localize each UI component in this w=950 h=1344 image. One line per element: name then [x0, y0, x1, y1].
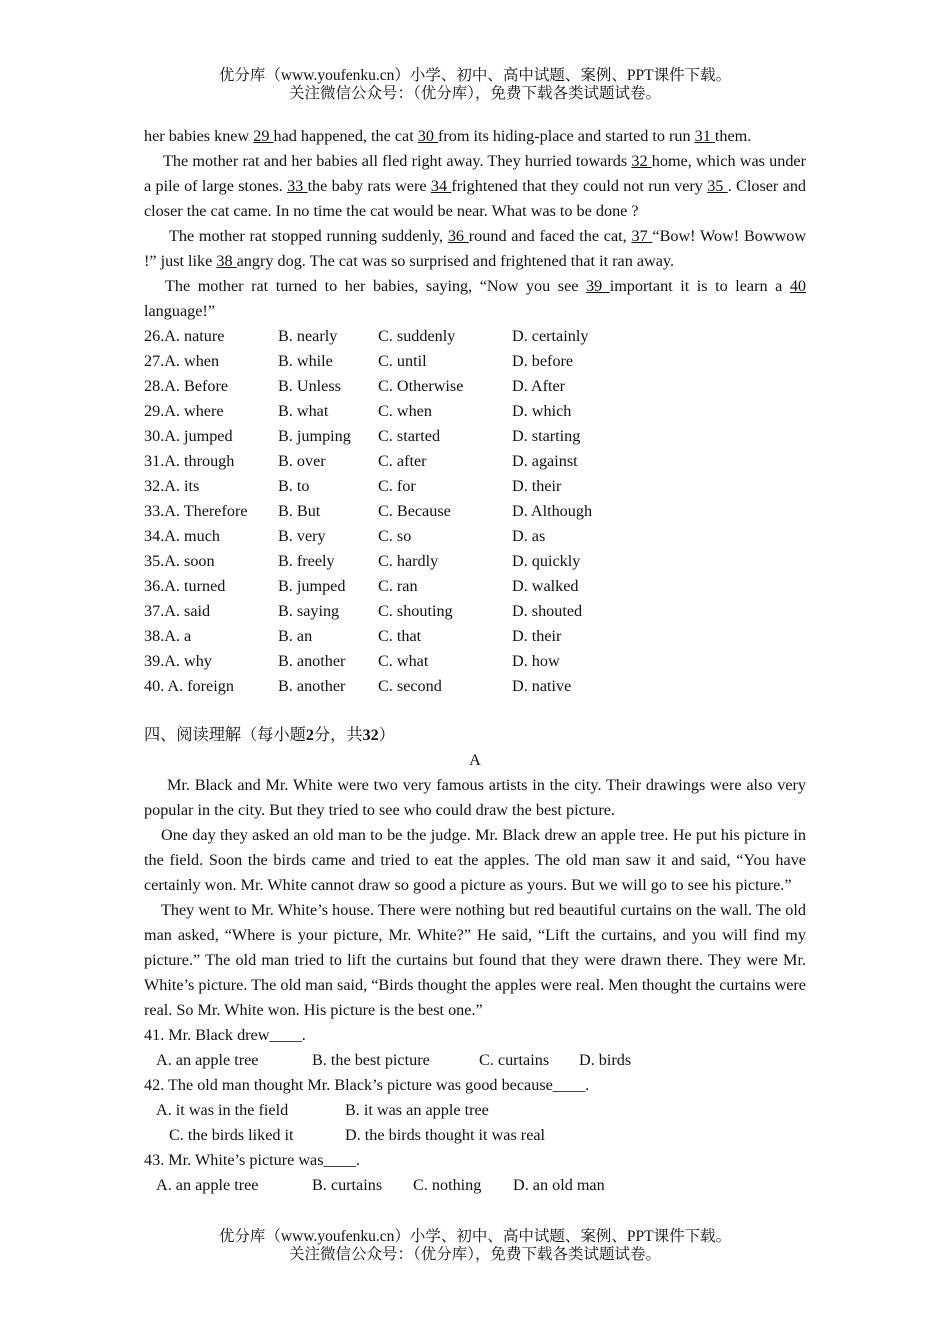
cloze-paragraph-2 [144, 149, 806, 224]
page-footer [0, 1228, 950, 1264]
text-run: round and faced the cat, [468, 227, 632, 245]
question-stem: 42. The old man thought Mr. Black’s picture was good because____. [144, 1076, 590, 1094]
option-b: B. jumped [278, 577, 346, 595]
passage-paragraph-2: One day they asked an old man to be the judge. Mr. Black drew an apple tree. He put his picture in the field. Soon the birds came and tried to eat the apples. The old man saw it and said, “You have certainly won. Mr. White cannot draw so good a picture as yours. But we will go to see his picture.” [144, 826, 806, 894]
option-a: 27.A. when [144, 352, 220, 370]
option-c: C. when [378, 402, 432, 420]
option-c: C. hardly [378, 552, 439, 570]
option-c: C. after [378, 452, 427, 470]
text-run: The mother rat stopped running suddenly, [169, 227, 448, 245]
option-c: C. shouting [378, 602, 453, 620]
question-options [144, 1048, 806, 1073]
text-run: her babies knew [144, 127, 254, 145]
option-a: 35.A. soon [144, 552, 215, 570]
blank-39: 39 [585, 277, 610, 295]
text-run: frightened that they could not run very [451, 177, 708, 195]
section-title [144, 723, 806, 748]
blank-29: 29 [253, 127, 274, 145]
blank-30: 30 [417, 127, 438, 145]
option-a: 38.A. a [144, 627, 192, 645]
option-d: D. starting [512, 427, 581, 445]
option-row-32 [144, 474, 806, 499]
option-b: B. jumping [278, 427, 351, 445]
option-b: B. saying [278, 602, 340, 620]
option-row-36 [144, 574, 806, 599]
option-row-28 [144, 374, 806, 399]
option-c: C. Because [378, 502, 451, 520]
option-b: B. what [278, 402, 329, 420]
option-c: C. Otherwise [378, 377, 464, 395]
option-row-33 [144, 499, 806, 524]
cloze-options [144, 324, 806, 699]
cloze-paragraph-4 [144, 274, 806, 324]
option-row-31 [144, 449, 806, 474]
option-d: D. native [512, 677, 572, 695]
option-b: B. very [278, 527, 326, 545]
section-title-text: ） [378, 726, 395, 744]
option-d: D. their [512, 627, 562, 645]
option-a: A. an apple tree [156, 1051, 259, 1069]
option-b: B. freely [278, 552, 335, 570]
option-a: 29.A. where [144, 402, 224, 420]
option-c: C. suddenly [378, 327, 456, 345]
blank-33: 33 [287, 177, 308, 195]
passage-paragraph-3: They went to Mr. White’s house. There were nothing but red beautiful curtains on the wall. The old man asked, “Where is your picture, Mr. White?” He said, “Lift the curtains, and you will find my picture.” The old man tried to lift the curtains but found that they were drawn there. They were Mr. White’s picture. The old man said, “Birds thought the apples were real. Men thought the curtains were real. So Mr. White won. His picture is the best one.” [144, 901, 806, 1019]
option-row-38 [144, 624, 806, 649]
cloze-paragraph-1 [144, 124, 806, 149]
blank-35: 35 [707, 177, 728, 195]
option-b: B. an [278, 627, 313, 645]
option-d: D. After [512, 377, 566, 395]
option-d: D. Although [512, 502, 593, 520]
passage-label: A [469, 751, 481, 769]
option-c: C. curtains [479, 1051, 550, 1069]
option-row-30 [144, 424, 806, 449]
text-run: The mother rat turned to her babies, saying, “Now you see [165, 277, 586, 295]
option-d: D. shouted [512, 602, 583, 620]
option-d: D. their [512, 477, 562, 495]
blank-40: 40 [789, 277, 807, 295]
header-line-1: 优分库（www.youfenku.cn）小学、初中、高中试题、案例、PPT课件下载。 [218, 67, 732, 84]
question-options [144, 1123, 806, 1148]
option-b: B. But [278, 502, 321, 520]
option-a: 31.A. through [144, 452, 235, 470]
option-c: C. what [378, 652, 429, 670]
section-title-total: 32 [362, 726, 379, 744]
footer-line-1: 优分库（www.youfenku.cn）小学、初中、高中试题、案例、PPT课件下载。 [218, 1228, 732, 1245]
document-body [144, 124, 806, 1198]
text-run: them. [714, 127, 752, 145]
option-row-29 [144, 399, 806, 424]
option-b: B. curtains [312, 1176, 383, 1194]
passage-paragraph-1: Mr. Black and Mr. White were two very famous artists in the city. Their drawings were also very popular in the city. But they tried to see who could draw the best picture. [144, 776, 806, 819]
blank-31: 31 [694, 127, 715, 145]
option-row-37 [144, 599, 806, 624]
option-d: D. before [512, 352, 574, 370]
question-42 [144, 1073, 806, 1148]
header-line-2: 关注微信公众号：（优分库），免费下载各类试题试卷。 [288, 85, 661, 102]
option-c: C. started [378, 427, 441, 445]
option-c: C. nothing [413, 1176, 482, 1194]
section-title-text: 分，共 [313, 726, 363, 744]
option-d: D. the birds thought it was real [345, 1126, 546, 1144]
option-c: C. until [378, 352, 427, 370]
option-b: B. over [278, 452, 326, 470]
option-c: C. that [378, 627, 422, 645]
option-a: 34.A. much [144, 527, 220, 545]
option-d: D. an old man [513, 1176, 605, 1194]
option-c: C. ran [378, 577, 418, 595]
option-a: 36.A. turned [144, 577, 226, 595]
text-run: language!” [144, 302, 216, 320]
option-d: D. against [512, 452, 578, 470]
option-b: B. while [278, 352, 333, 370]
option-a: 40. A. foreign [144, 677, 234, 695]
question-stem: 41. Mr. Black drew____. [144, 1026, 306, 1044]
blank-37: 37 [631, 227, 653, 245]
question-stem: 43. Mr. White’s picture was____. [144, 1151, 360, 1169]
option-b: B. it was an apple tree [345, 1101, 489, 1119]
blank-32: 32 [631, 152, 652, 170]
option-d: D. as [512, 527, 546, 545]
option-b: B. to [278, 477, 310, 495]
option-a: 32.A. its [144, 477, 200, 495]
blank-38: 38 [216, 252, 237, 270]
option-b: B. the best picture [312, 1051, 430, 1069]
section-title-text: 四、阅读理解（每小题 [144, 726, 306, 744]
text-run: had happened, the cat [273, 127, 418, 145]
option-row-40 [144, 674, 806, 699]
text-run: home, which was under a pile of large stones. [144, 152, 807, 195]
blank-36: 36 [447, 227, 469, 245]
question-options [144, 1173, 806, 1198]
option-b: B. another [278, 652, 346, 670]
option-a: 33.A. Therefore [144, 502, 248, 520]
option-c: C. for [378, 477, 416, 495]
section-title-points: 2 [305, 726, 314, 744]
text-run: The mother rat and her babies all fled right away. They hurried towards [163, 152, 632, 170]
text-run: important it is to learn a [609, 277, 790, 295]
question-options [144, 1098, 806, 1123]
option-d: D. walked [512, 577, 579, 595]
option-row-39 [144, 649, 806, 674]
option-c: C. so [378, 527, 412, 545]
text-run: from its hiding-place and started to run [437, 127, 695, 145]
option-a: 28.A. Before [144, 377, 229, 395]
text-run: “Bow! Wow! Bowwow !” just like [144, 227, 807, 270]
blank-34: 34 [430, 177, 452, 195]
option-row-26 [144, 324, 806, 349]
page-header [0, 67, 950, 103]
option-b: B. another [278, 677, 346, 695]
cloze-paragraph-3 [144, 224, 806, 274]
footer-line-2: 关注微信公众号：（优分库），免费下载各类试题试卷。 [288, 1246, 661, 1263]
question-43 [144, 1148, 806, 1198]
text-run: the baby rats were [307, 177, 431, 195]
option-row-27 [144, 349, 806, 374]
text-run: angry dog. The cat was so surprised and frightened that it ran away. [236, 252, 675, 270]
option-b: B. Unless [278, 377, 341, 395]
option-b: B. nearly [278, 327, 338, 345]
option-d: D. how [512, 652, 560, 670]
option-a: 26.A. nature [144, 327, 225, 345]
question-41 [144, 1023, 806, 1073]
option-a: A. it was in the field [156, 1101, 289, 1119]
option-row-35 [144, 549, 806, 574]
option-a: 30.A. jumped [144, 427, 233, 445]
text-run: . Closer and closer the cat came. In no time the cat would be near. What was to be done ? [144, 177, 807, 220]
option-d: D. which [512, 402, 572, 420]
option-a: A. an apple tree [156, 1176, 259, 1194]
option-row-34 [144, 524, 806, 549]
option-d: D. quickly [512, 552, 581, 570]
option-a: 39.A. why [144, 652, 212, 670]
option-d: D. birds [579, 1051, 632, 1069]
option-c: C. second [378, 677, 442, 695]
option-d: D. certainly [512, 327, 589, 345]
option-c: C. the birds liked it [169, 1126, 294, 1144]
option-a: 37.A. said [144, 602, 211, 620]
